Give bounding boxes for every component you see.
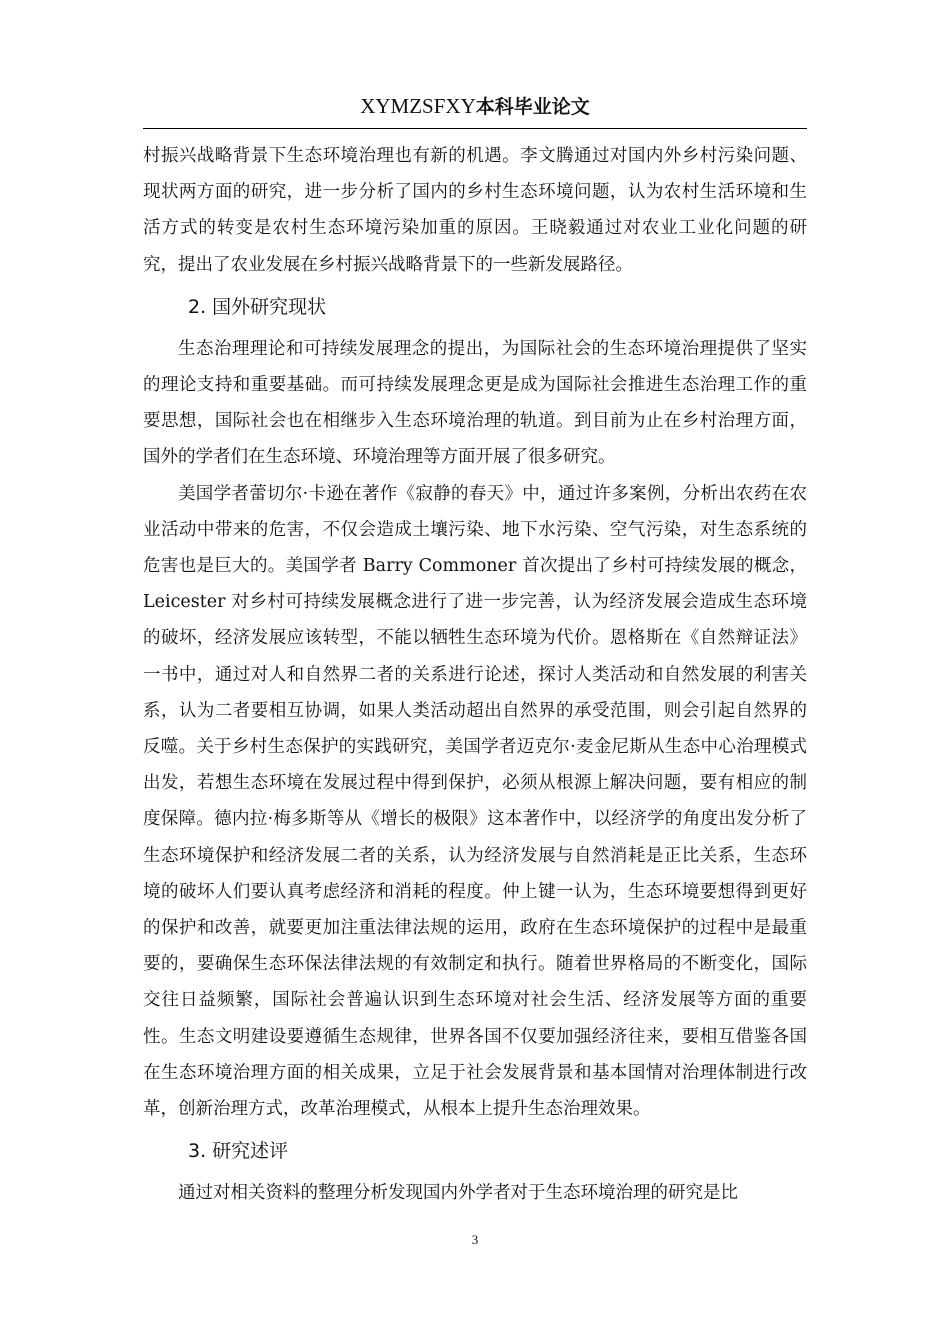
paragraph-intro-foreign: 生态治理理论和可持续发展理念的提出，为国际社会的生态环境治理提供了坚实的理论支持和重要基础。而可持续发展理念更是成为国际社会推进生态治理工作的重要思想，国际社会也在相继步入生态环境治理的轨道。到目前为止在乡村治理方面，国外的学者们在生态环境、环境治理等方面开展了很多研究。 bbox=[143, 338, 807, 468]
paragraph-review: 通过对相关资料的整理分析发现国内外学者对于生态环境治理的研究是比 bbox=[178, 1183, 738, 1204]
paragraph-continued: 村振兴战略背景下生态环境治理也有新的机遇。李文腾通过对国内外乡村污染问题、现状两方面的研究，进一步分析了国内的乡村生态环境问题，认为农村生活环境和生活方式的转变是农村生态环境污染加重的原因。王晓毅通过对农业工业化问题的研究，提出了农业发展在乡村振兴战略背景下的一些新发展路径。 bbox=[143, 146, 807, 275]
section-heading-review: 3. 研究述评 bbox=[188, 1140, 289, 1163]
paragraph-foreign-scholars: 美国学者蕾切尔·卡逊在著作《寂静的春天》中，通过许多案例，分析出农药在农业活动中带来的危害，不仅会造成土壤污染、地下水污染、空气污染，对生态系统的危害也是巨大的。美国学者 Barry Commoner 首次提出了乡村可持续发展的概念，Leicester 对乡村可持续发展概念进行了进一步完善，认为经济发展会造成生态环境的破坏，经济发展应该转型，不能以牺牲生态环境为代价。恩格斯在《自然辩证法》一书中，通过对人和自然界二者的关系进行论述，探讨人类活动和自然发展的利害关系，认为二者要相互协调，如果人类活动超出自然界的承受范围，则会引起自然界的反噬。关于乡村生态保护的实践研究，美国学者迈克尔·麦金尼斯从生态中心治理模式出发，若想生态环境在发展过程中得到保护，必须从根源上解决问题，要有相应的制度保障。德内拉·梅多斯等从《增长的极限》这本著作中，以经济学的角度出发分析了生态环境保护和经济发展二者的关系，认为经济发展与自然消耗是正比关系，生态环境的破坏人们要认真考虑经济和消耗的程度。仲上键一认为，生态环境要想得到更好的保护和改善，就要更加注重法律法规的运用，政府在生态环境保护的过程中是最重要的，要确保生态环保法律法规的有效制定和执行。随着世界格局的不断变化，国际交往日益频繁，国际社会普遍认识到生态环境对社会生活、经济发展等方面的重要性。生态文明建设要遵循生态规律，世界各国不仅要加强经济往来，要相互借鉴各国在生态环境治理方面的相关成果，立足于社会发展背景和基本国情对治理体制进行改革，创新治理方式，改革治理模式，从根本上提升生态治理效果。 bbox=[143, 483, 807, 1120]
header-title: 本科毕业论文 bbox=[475, 96, 590, 118]
page-number: 3 bbox=[471, 1232, 479, 1247]
header-code: XYMZSFXY bbox=[360, 94, 476, 118]
section-heading-foreign-research: 2. 国外研究现状 bbox=[188, 295, 327, 318]
document-body bbox=[143, 138, 807, 1211]
header-divider bbox=[143, 128, 807, 129]
page-header bbox=[0, 92, 950, 119]
